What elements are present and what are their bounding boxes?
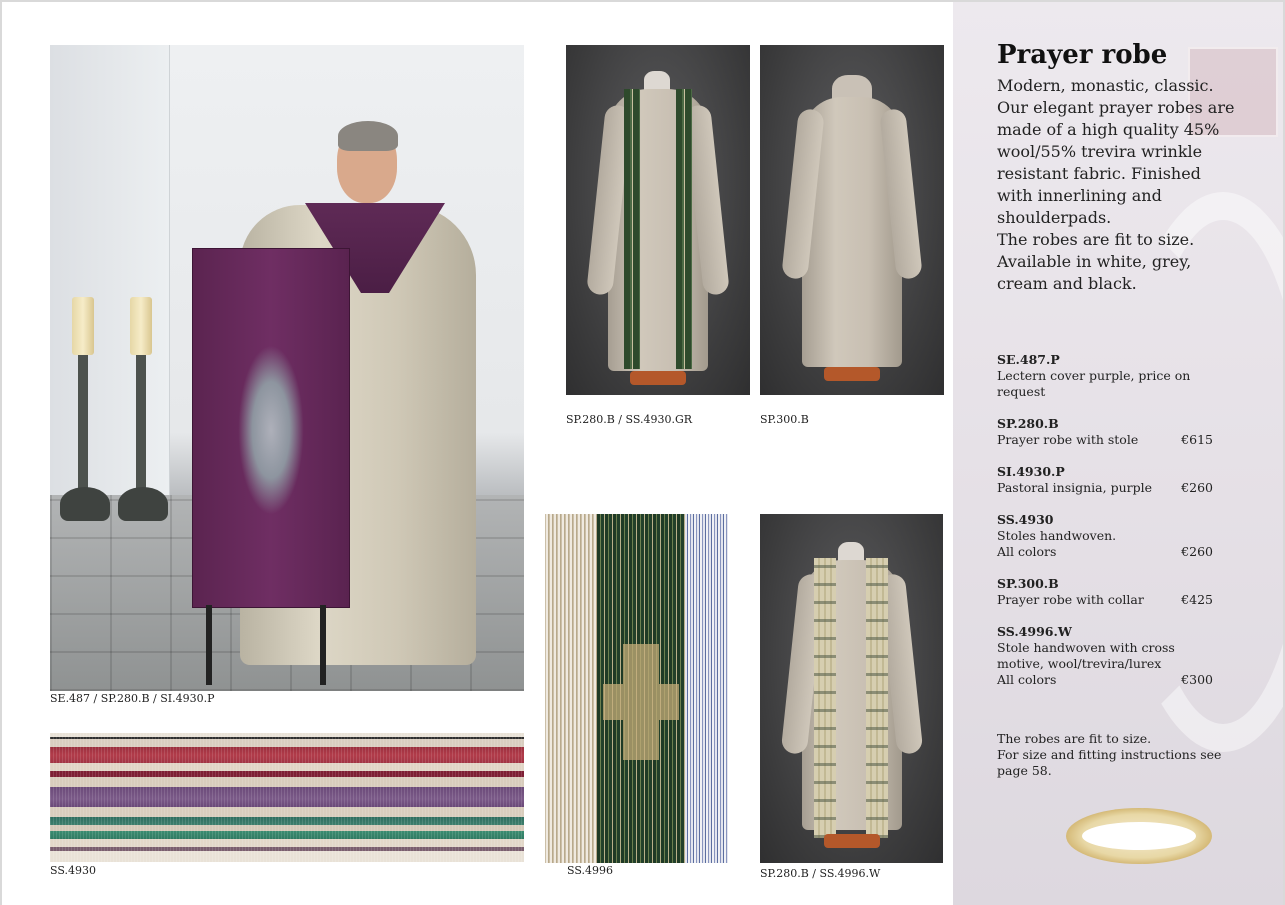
price-item (997, 464, 1217, 496)
item-code: SP.280.B (997, 416, 1059, 431)
catalog-page (2, 2, 1283, 905)
photo-woven-stoles (545, 514, 728, 863)
item-row (997, 544, 1217, 560)
caption-sp280w: SP.280.B / SS.4996.W (760, 867, 881, 880)
intro-line: Available in white, grey, cream and black. (997, 252, 1192, 293)
photo-fabric-stripes (50, 733, 524, 862)
candle-left (72, 297, 94, 355)
candlestick-base-right (118, 487, 168, 521)
caption-ss4930: SS.4930 (50, 864, 96, 877)
item-code: SP.300.B (997, 576, 1059, 591)
caption-ss4996: SS.4996 (567, 864, 613, 877)
item-description: Lectern cover purple, price on request (997, 368, 1191, 399)
item-row (997, 672, 1217, 688)
cross-motif-top (623, 644, 659, 684)
item-description: Prayer robe with collar (997, 592, 1144, 607)
item-price: €300 (1181, 672, 1213, 687)
item-code: SI.4930.P (997, 464, 1065, 479)
brand-logo (1066, 808, 1212, 864)
fitting-note (997, 731, 1227, 779)
item-code: SS.4930 (997, 512, 1054, 527)
intro-line: The robes are fit to size. (997, 230, 1195, 249)
intro-line: Our elegant prayer robes are made of a high quality 45% wool/55% trevira wrinkle resistant fabric. Finished with innerlining and shoulderpads. (997, 98, 1235, 227)
item-description-2: All colors (997, 672, 1057, 687)
cross-motif-middle (603, 684, 679, 720)
item-description: Stoles handwoven. (997, 528, 1117, 543)
item-row (997, 432, 1217, 448)
green-stole-right (676, 89, 692, 369)
weave-blue (685, 514, 728, 863)
mannequin-stand (630, 371, 686, 385)
price-item (997, 624, 1217, 688)
photo-lectern-priest (50, 45, 524, 691)
caption-main-photo: SE.487 / SP.280.B / SI.4930.P (50, 692, 215, 705)
price-item (997, 576, 1217, 608)
lectern-leg-left (206, 605, 212, 685)
wall-arch (50, 45, 170, 515)
intro-text (997, 75, 1237, 295)
item-code: SE.487.P (997, 352, 1060, 367)
photo-robe-cream-stole (760, 514, 943, 863)
fitting-note-line: For size and fitting instructions see page 58. (997, 747, 1222, 778)
cream-stole-right (866, 558, 888, 838)
price-item (997, 352, 1217, 400)
fitting-note-line: The robes are fit to size. (997, 731, 1152, 746)
intro-line: Modern, monastic, classic. (997, 76, 1214, 95)
item-row (997, 480, 1217, 496)
page-title: Prayer robe (997, 40, 1168, 70)
item-code: SS.4996.W (997, 624, 1072, 639)
green-stole-left (624, 89, 640, 369)
item-price: €615 (1181, 432, 1213, 447)
candlestick-right (136, 355, 146, 495)
candle-right (130, 297, 152, 355)
caption-sp300: SP.300.B (760, 413, 809, 426)
caption-sp280: SP.280.B / SS.4930.GR (566, 413, 693, 426)
weave-cream (545, 514, 599, 863)
lectern-embroidery (238, 345, 304, 515)
price-list (997, 352, 1217, 704)
item-description: Prayer robe with stole (997, 432, 1139, 447)
price-item (997, 512, 1217, 560)
candlestick-left (78, 355, 88, 495)
cream-stole-left (814, 558, 836, 838)
item-description: Stole handwoven with cross motive, wool/trevira/lurex (997, 640, 1175, 671)
brand-logo-inner (1082, 822, 1196, 850)
item-price: €260 (1181, 544, 1213, 559)
priest-hair (338, 121, 398, 151)
item-description-2: All colors (997, 544, 1057, 559)
price-item (997, 416, 1217, 448)
candlestick-base-left (60, 487, 110, 521)
mannequin-stand (824, 834, 880, 848)
photo-robe-collar (760, 45, 944, 395)
item-row (997, 592, 1217, 608)
cross-motif-bottom (623, 720, 659, 760)
mannequin-stand (824, 367, 880, 381)
photo-robe-green-stole (566, 45, 750, 395)
item-price: €260 (1181, 480, 1213, 495)
item-price: €425 (1181, 592, 1213, 607)
item-description: Pastoral insignia, purple (997, 480, 1152, 495)
lectern-leg-right (320, 605, 326, 685)
